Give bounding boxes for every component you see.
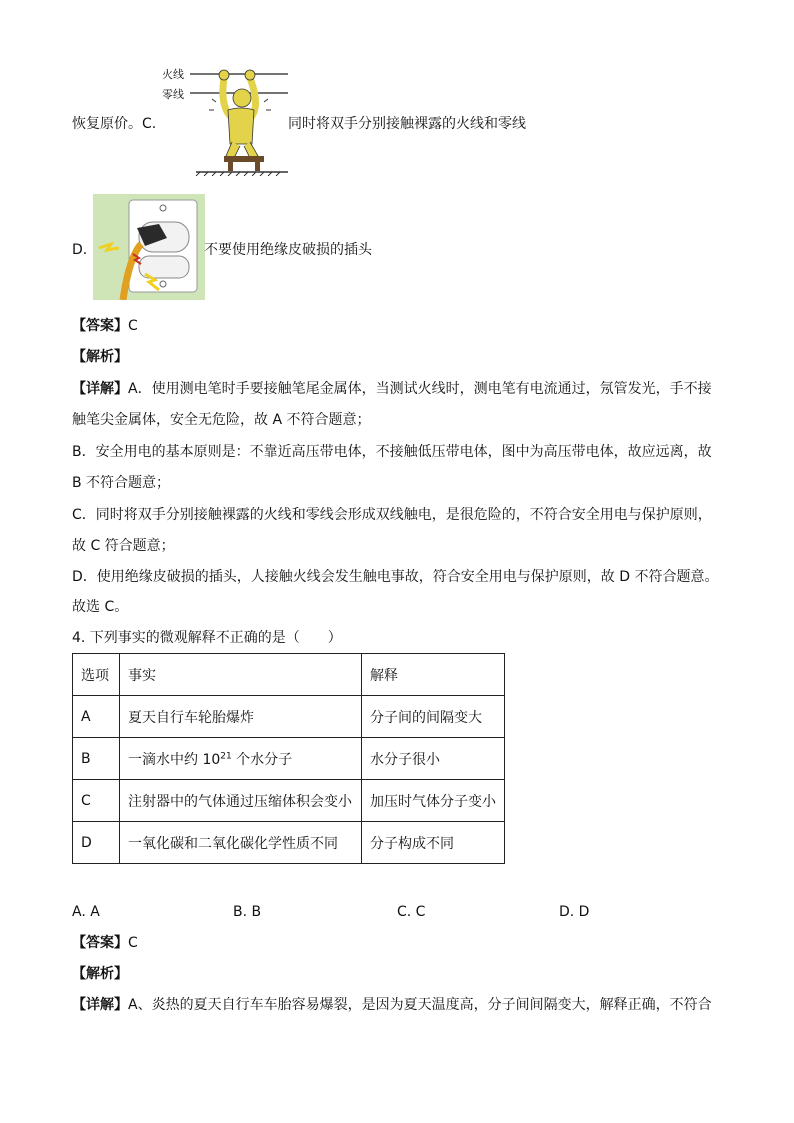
choice-c: C. C bbox=[397, 904, 426, 920]
q3-analysis-label: 【解析】 bbox=[72, 349, 128, 365]
answer-label: 【答案】 bbox=[72, 935, 128, 951]
header-explain: 解释 bbox=[362, 654, 505, 696]
fact-text-post: 个水分子 bbox=[231, 751, 293, 768]
row-option: A bbox=[73, 696, 120, 738]
answer-value: C bbox=[128, 935, 138, 951]
row-fact bbox=[120, 738, 362, 780]
row-explain: 水分子很小 bbox=[362, 738, 505, 780]
table-row bbox=[73, 738, 505, 780]
detail-text: A、炎热的夏天自行车车胎容易爆裂，是因为夏天温度高，分子间间隔变大，解释正确，不符合 bbox=[128, 997, 712, 1013]
fact-exponent: 21 bbox=[220, 750, 232, 761]
answer-value: C bbox=[128, 318, 138, 334]
row-option: D bbox=[73, 822, 120, 864]
header-option: 选项 bbox=[73, 654, 120, 696]
table-row bbox=[73, 780, 505, 822]
row-option: B bbox=[73, 738, 120, 780]
q4-analysis-label: 【解析】 bbox=[72, 966, 128, 982]
q4-question: 4. 下列事实的微观解释不正确的是（ ） bbox=[72, 630, 342, 646]
neutral-wire-label: 零线 bbox=[162, 88, 184, 101]
row-fact: 注射器中的气体通过压缩体积会变小 bbox=[120, 780, 362, 822]
q3-detail-line-8: 故选 C。 bbox=[72, 599, 129, 615]
q3-detail-line-6: 故 C 符合题意； bbox=[72, 538, 175, 554]
q4-answer bbox=[72, 933, 138, 953]
fact-text-pre: 一滴水中约 10 bbox=[128, 751, 221, 768]
choice-b: B. B bbox=[233, 904, 262, 920]
choice-a: A. A bbox=[72, 904, 100, 920]
option-c-prefix: 恢复原价。C. bbox=[72, 116, 157, 132]
row-explain: 分子间的间隔变大 bbox=[362, 696, 505, 738]
q3-detail-line-3: B．安全用电的基本原则是：不靠近高压带电体，不接触低压带电体，图中为高压带电体，故应远离，故 bbox=[72, 444, 712, 460]
table-header-row bbox=[73, 654, 505, 696]
person-on-stool-svg bbox=[160, 64, 290, 176]
q3-detail-line-1 bbox=[72, 379, 712, 399]
choice-d: D. D bbox=[559, 904, 590, 920]
q3-detail-line-2: 触笔尖金属体，安全无危险，故 A 不符合题意； bbox=[72, 412, 371, 428]
damaged-plug-svg bbox=[93, 194, 205, 300]
header-fact: 事实 bbox=[120, 654, 362, 696]
wire-touch-illustration bbox=[160, 64, 290, 176]
q3-answer bbox=[72, 316, 138, 336]
row-fact: 夏天自行车轮胎爆炸 bbox=[120, 696, 362, 738]
row-explain: 分子构成不同 bbox=[362, 822, 505, 864]
damaged-plug-illustration bbox=[93, 194, 205, 300]
row-option: C bbox=[73, 780, 120, 822]
option-d-prefix: D. bbox=[72, 242, 88, 258]
detail-label: 【详解】 bbox=[72, 997, 128, 1013]
facts-table bbox=[72, 653, 505, 864]
detail-label: 【详解】 bbox=[72, 381, 128, 397]
table-row bbox=[73, 822, 505, 864]
option-c-text: 同时将双手分别接触裸露的火线和零线 bbox=[288, 116, 526, 132]
q3-detail-line-5: C．同时将双手分别接触裸露的火线和零线会形成双线触电，是很危险的，不符合安全用电与保护原则， bbox=[72, 507, 712, 523]
answer-label: 【答案】 bbox=[72, 318, 128, 334]
row-explain: 加压时气体分子变小 bbox=[362, 780, 505, 822]
fire-wire-label: 火线 bbox=[162, 68, 184, 81]
option-d-text: 不要使用绝缘皮破损的插头 bbox=[204, 242, 372, 258]
detail-text: A．使用测电笔时手要接触笔尾金属体，当测试火线时，测电笔有电流通过，氖管发光，手不接 bbox=[128, 381, 712, 397]
q3-detail-line-7: D．使用绝缘皮破损的插头，人接触火线会发生触电事故，符合安全用电与保护原则，故 D 不符合题意。 bbox=[72, 569, 719, 585]
q4-detail-line-1 bbox=[72, 995, 712, 1015]
q3-detail-line-4: B 不符合题意； bbox=[72, 475, 171, 491]
row-fact: 一氧化碳和二氧化碳化学性质不同 bbox=[120, 822, 362, 864]
table-row bbox=[73, 696, 505, 738]
